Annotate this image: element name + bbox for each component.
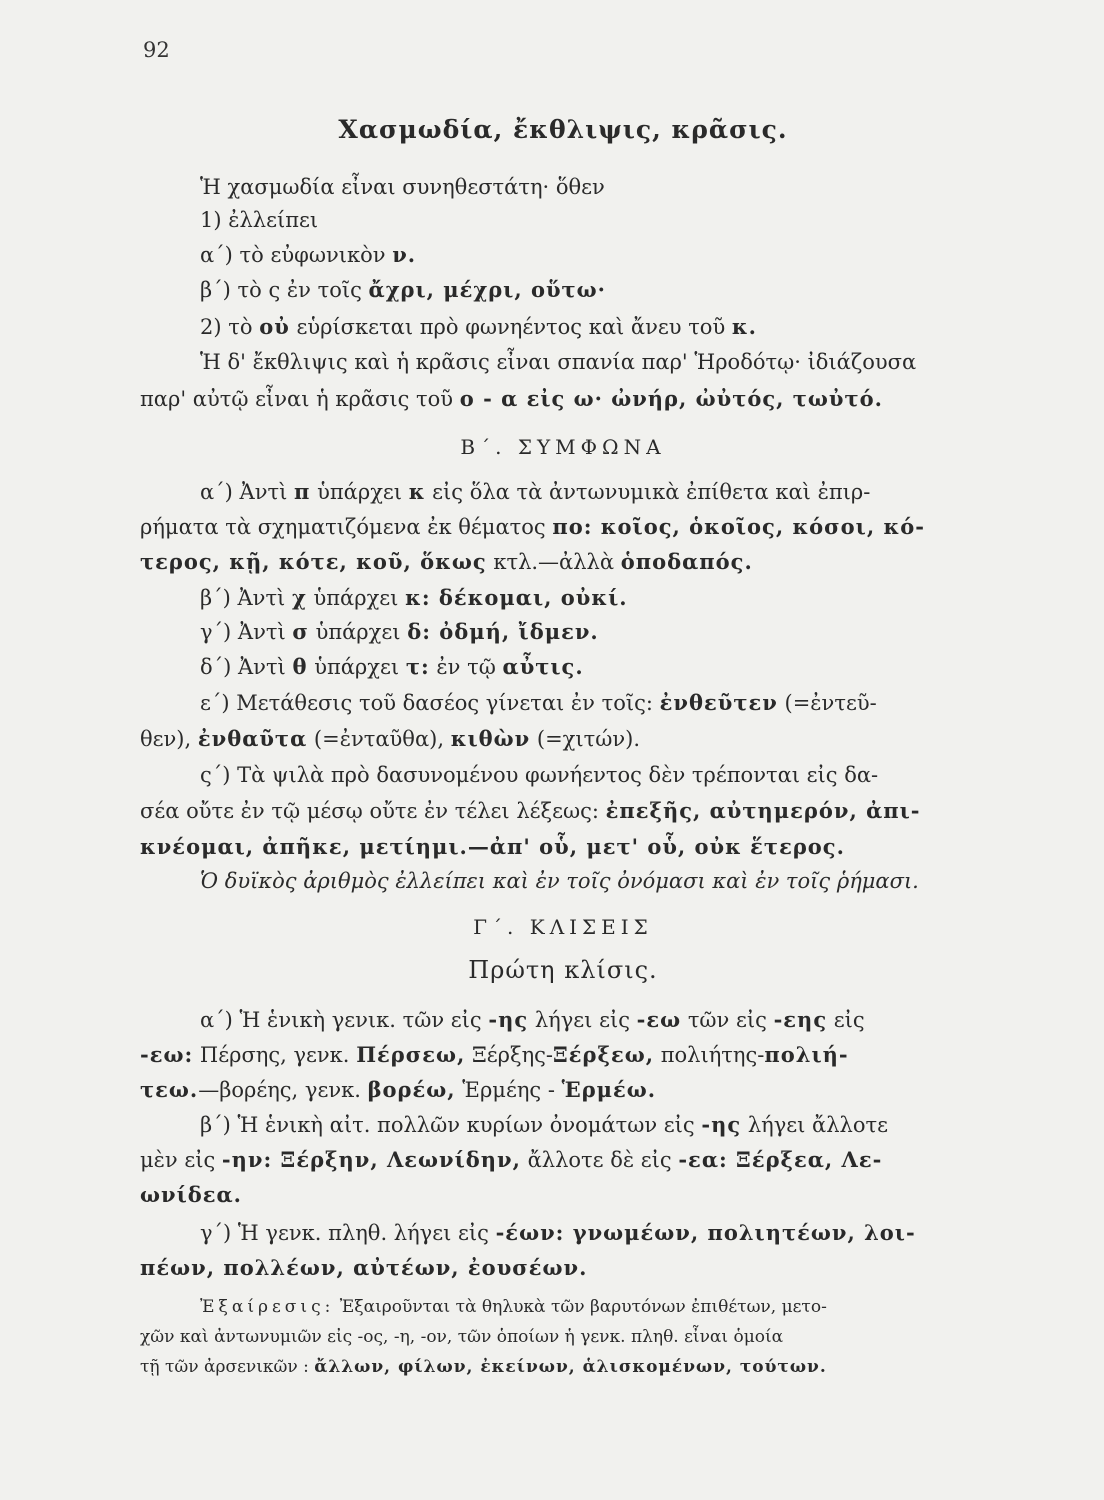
section-heading-declensions: Γ΄. ΚΛΙΣΕΙΣ [473, 915, 653, 939]
text-line: 1) ἐλλείπει [200, 208, 319, 232]
text-line: κνέομαι, ἀπῆκε, μετίημι.—ἀπ' οὗ, μετ' οὗ, οὐκ ἕτερος. [140, 834, 845, 859]
text-line: πέων, πολλέων, αὐτέων, ἐουσέων. [140, 1255, 588, 1280]
text-line: 2) τὸ οὐ εὑρίσκεται πρὸ φωνηέντος καὶ ἄνευ τοῦ κ. [200, 314, 757, 339]
text-line: ς΄) Τὰ ψιλὰ πρὸ δασυνομένου φωνήεντος δὲν τρέπονται εἰς δα- [200, 763, 879, 787]
text-line: α΄) τὸ εὐφωνικὸν ν. [200, 242, 417, 267]
text-line: τεω.—βορέης, γενκ. βορέω, Ἑρμέης - Ἑρμέω. [140, 1077, 657, 1102]
text-line: Ἡ χασμωδία εἶναι συνηθεστάτη· ὅθεν [200, 175, 605, 199]
text-line: -εω: Πέρσης, γενκ. Πέρσεω, Ξέρξης-Ξέρξεω, πολιήτης-πολιή- [140, 1042, 849, 1067]
text-line: παρ' αὐτῷ εἶναι ἡ κρᾶσις τοῦ ο - α εἰς ω· ὠνήρ, ὠὐτός, τωὐτό. [140, 386, 883, 411]
section-title: Χασμωδία, ἔκθλιψις, κρᾶσις. [338, 115, 788, 144]
text-line: γ΄) Ἡ γενκ. πληθ. λήγει εἰς -έων: γνωμέων, πολιητέων, λοι- [200, 1220, 916, 1245]
text-line: γ΄) Ἀντὶ σ ὑπάρχει δ: ὀδμή, ἴδμεν. [200, 619, 599, 644]
text-line: σέα οὔτε ἐν τῷ μέσῳ οὔτε ἐν τέλει λέξεως: ἐπεξῆς, αὐτημερόν, ἀπι- [140, 798, 921, 823]
text-line: α΄) Ἡ ἑνικὴ γενικ. τῶν εἰς -ης λήγει εἰς -εω τῶν εἰς -εης εἰς [200, 1007, 865, 1032]
page-number: 92 [143, 38, 170, 62]
text-line: Ὁ δυϊκὸς ἀριθμὸς ἐλλείπει καὶ ἐν τοῖς ὀνόμασι καὶ ἐν τοῖς ῥήμασι. [200, 869, 919, 893]
text-line: β΄) Ἀντὶ χ ὑπάρχει κ: δέκομαι, οὐκί. [200, 585, 628, 610]
text-line: Ἡ δ' ἔκθλιψις καὶ ἡ κρᾶσις εἶναι σπανία παρ' Ἡροδότῳ· ἰδιάζουσα [200, 350, 917, 374]
text-line: ρήματα τὰ σχηματιζόμενα ἐκ θέματος πο: κοῖος, ὁκοῖος, κόσοι, κό- [140, 514, 925, 539]
text-line: τερος, κῇ, κότε, κοῦ, ὅκως κτλ.—ἀλλὰ ὁποδαπός. [140, 549, 753, 574]
text-line: θεν), ἐνθαῦτα (=ἐνταῦθα), κιθὼν (=χιτών). [140, 726, 640, 751]
text-line: β΄) τὸ ς ἐν τοῖς ἄχρι, μέχρι, οὕτω· [200, 277, 606, 302]
text-line: β΄) Ἡ ἑνικὴ αἰτ. πολλῶν κυρίων ὀνομάτων εἰς -ης λήγει ἄλλοτε [200, 1112, 888, 1137]
text-line: ωνίδεα. [140, 1182, 242, 1207]
section-heading-consonants: Β΄. ΣΥΜΦΩΝΑ [460, 435, 666, 459]
text-line-exception: τῇ τῶν ἀρσενικῶν : ἄλλων, φίλων, ἐκείνων, ἁλισκομένων, τούτων. [140, 1357, 827, 1377]
text-line: ε΄) Μετάθεσις τοῦ δασέος γίνεται ἐν τοῖς: ἐνθεῦτεν (=ἐντεῦ- [200, 690, 877, 715]
text-line: μὲν εἰς -ην: Ξέρξην, Λεωνίδην, ἄλλοτε δὲ εἰς -εα: Ξέρξεα, Λε- [140, 1147, 883, 1172]
subsection-title: Πρώτη κλίσις. [468, 956, 658, 984]
text-line: α΄) Ἀντὶ π ὑπάρχει κ εἰς ὅλα τὰ ἀντωνυμικὰ ἐπίθετα καὶ ἐπιρ- [200, 479, 871, 504]
text-line-exception: χῶν καὶ ἀντωνυμιῶν εἰς -ος, -η, -ον, τῶν ὁποίων ἡ γενκ. πληθ. εἶναι ὁμοία [140, 1327, 784, 1347]
text-line-exception: Ἐξαίρεσις: Ἐξαιροῦνται τὰ θηλυκὰ τῶν βαρυτόνων ἐπιθέτων, μετο- [200, 1297, 827, 1317]
text-line: δ΄) Ἀντὶ θ ὑπάρχει τ: ἐν τῷ αὖτις. [200, 654, 584, 679]
